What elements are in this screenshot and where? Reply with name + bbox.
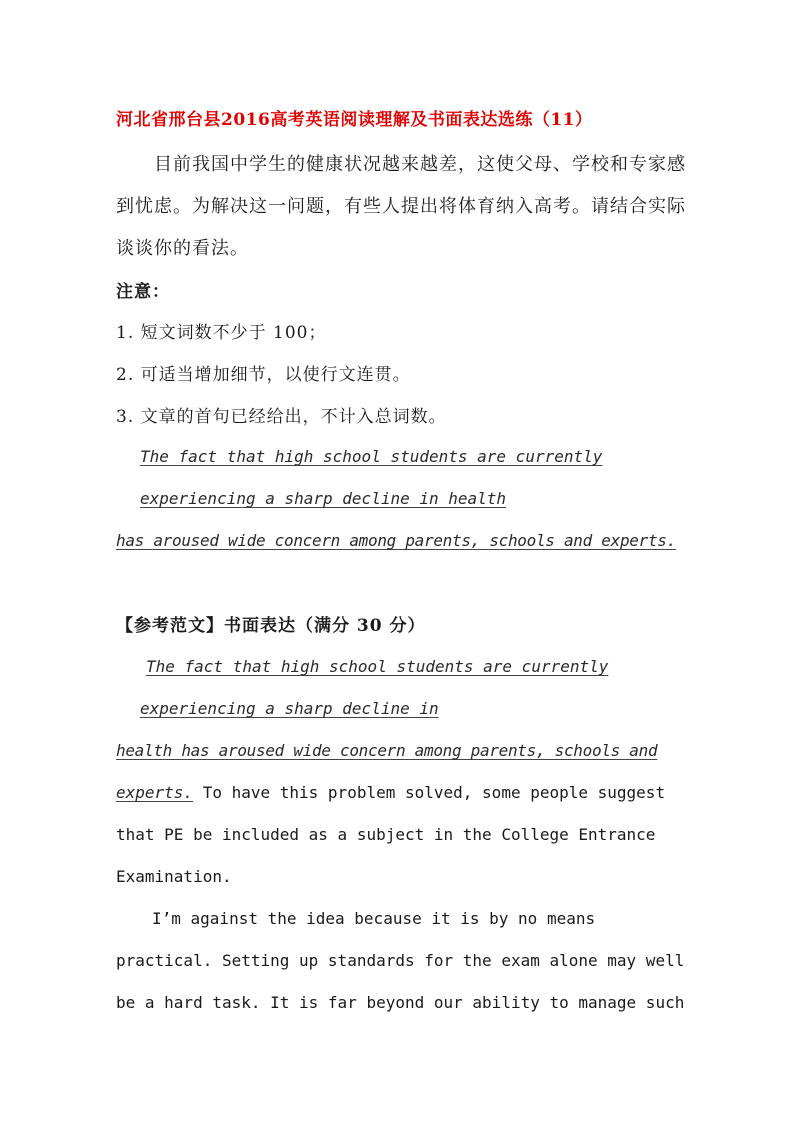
- prompt-line-3: 谈谈你的看法。: [116, 238, 249, 259]
- note-item-3: 3. 文章的首句已经给出，不计入总词数。: [116, 407, 447, 427]
- sample-opening-line-4: experts.: [116, 783, 194, 802]
- sample-body-line-3: I’m against the idea because it is by no means: [152, 909, 596, 928]
- sample-opening-line-1: The fact that high school students are currently: [146, 657, 609, 676]
- note-item-1: 1. 短文词数不少于 100；: [116, 323, 327, 343]
- sample-body-line-1: that PE be included as a subject in the College Entrance: [116, 825, 656, 844]
- given-opening-line-3: has aroused wide concern among parents, schools and experts.: [116, 531, 676, 550]
- sample-opening-line-3: health has aroused wide concern among parents, schools and: [116, 741, 658, 760]
- sample-body-line-2: Examination.: [116, 867, 232, 886]
- notes-heading: 注意：: [116, 282, 170, 302]
- given-opening-line-2: experiencing a sharp decline in health: [140, 489, 507, 508]
- sample-line-4-rest: To have this problem solved, some people suggest: [193, 783, 666, 802]
- sample-body-line-4: practical. Setting up standards for the exam alone may well: [116, 951, 685, 970]
- given-opening-line-1: The fact that high school students are currently: [140, 447, 603, 466]
- sample-heading: 【参考范文】书面表达（满分 30 分）: [116, 616, 426, 636]
- sample-body-line-5: be a hard task. It is far beyond our ability to manage such: [116, 993, 685, 1012]
- sample-opening-line-2: experiencing a sharp decline in: [140, 699, 439, 718]
- prompt-line-2: 到忧虑。为解决这一问题，有些人提出将体育纳入高考。请结合实际: [116, 196, 686, 217]
- prompt-line-1: 目前我国中学生的健康状况越来越差，这使父母、学校和专家感: [154, 154, 686, 175]
- note-item-2: 2. 可适当增加细节，以使行文连贯。: [116, 365, 411, 385]
- sample-line-4: [116, 783, 665, 802]
- page-title: 河北省邢台县2016高考英语阅读理解及书面表达选练（11）: [116, 110, 593, 130]
